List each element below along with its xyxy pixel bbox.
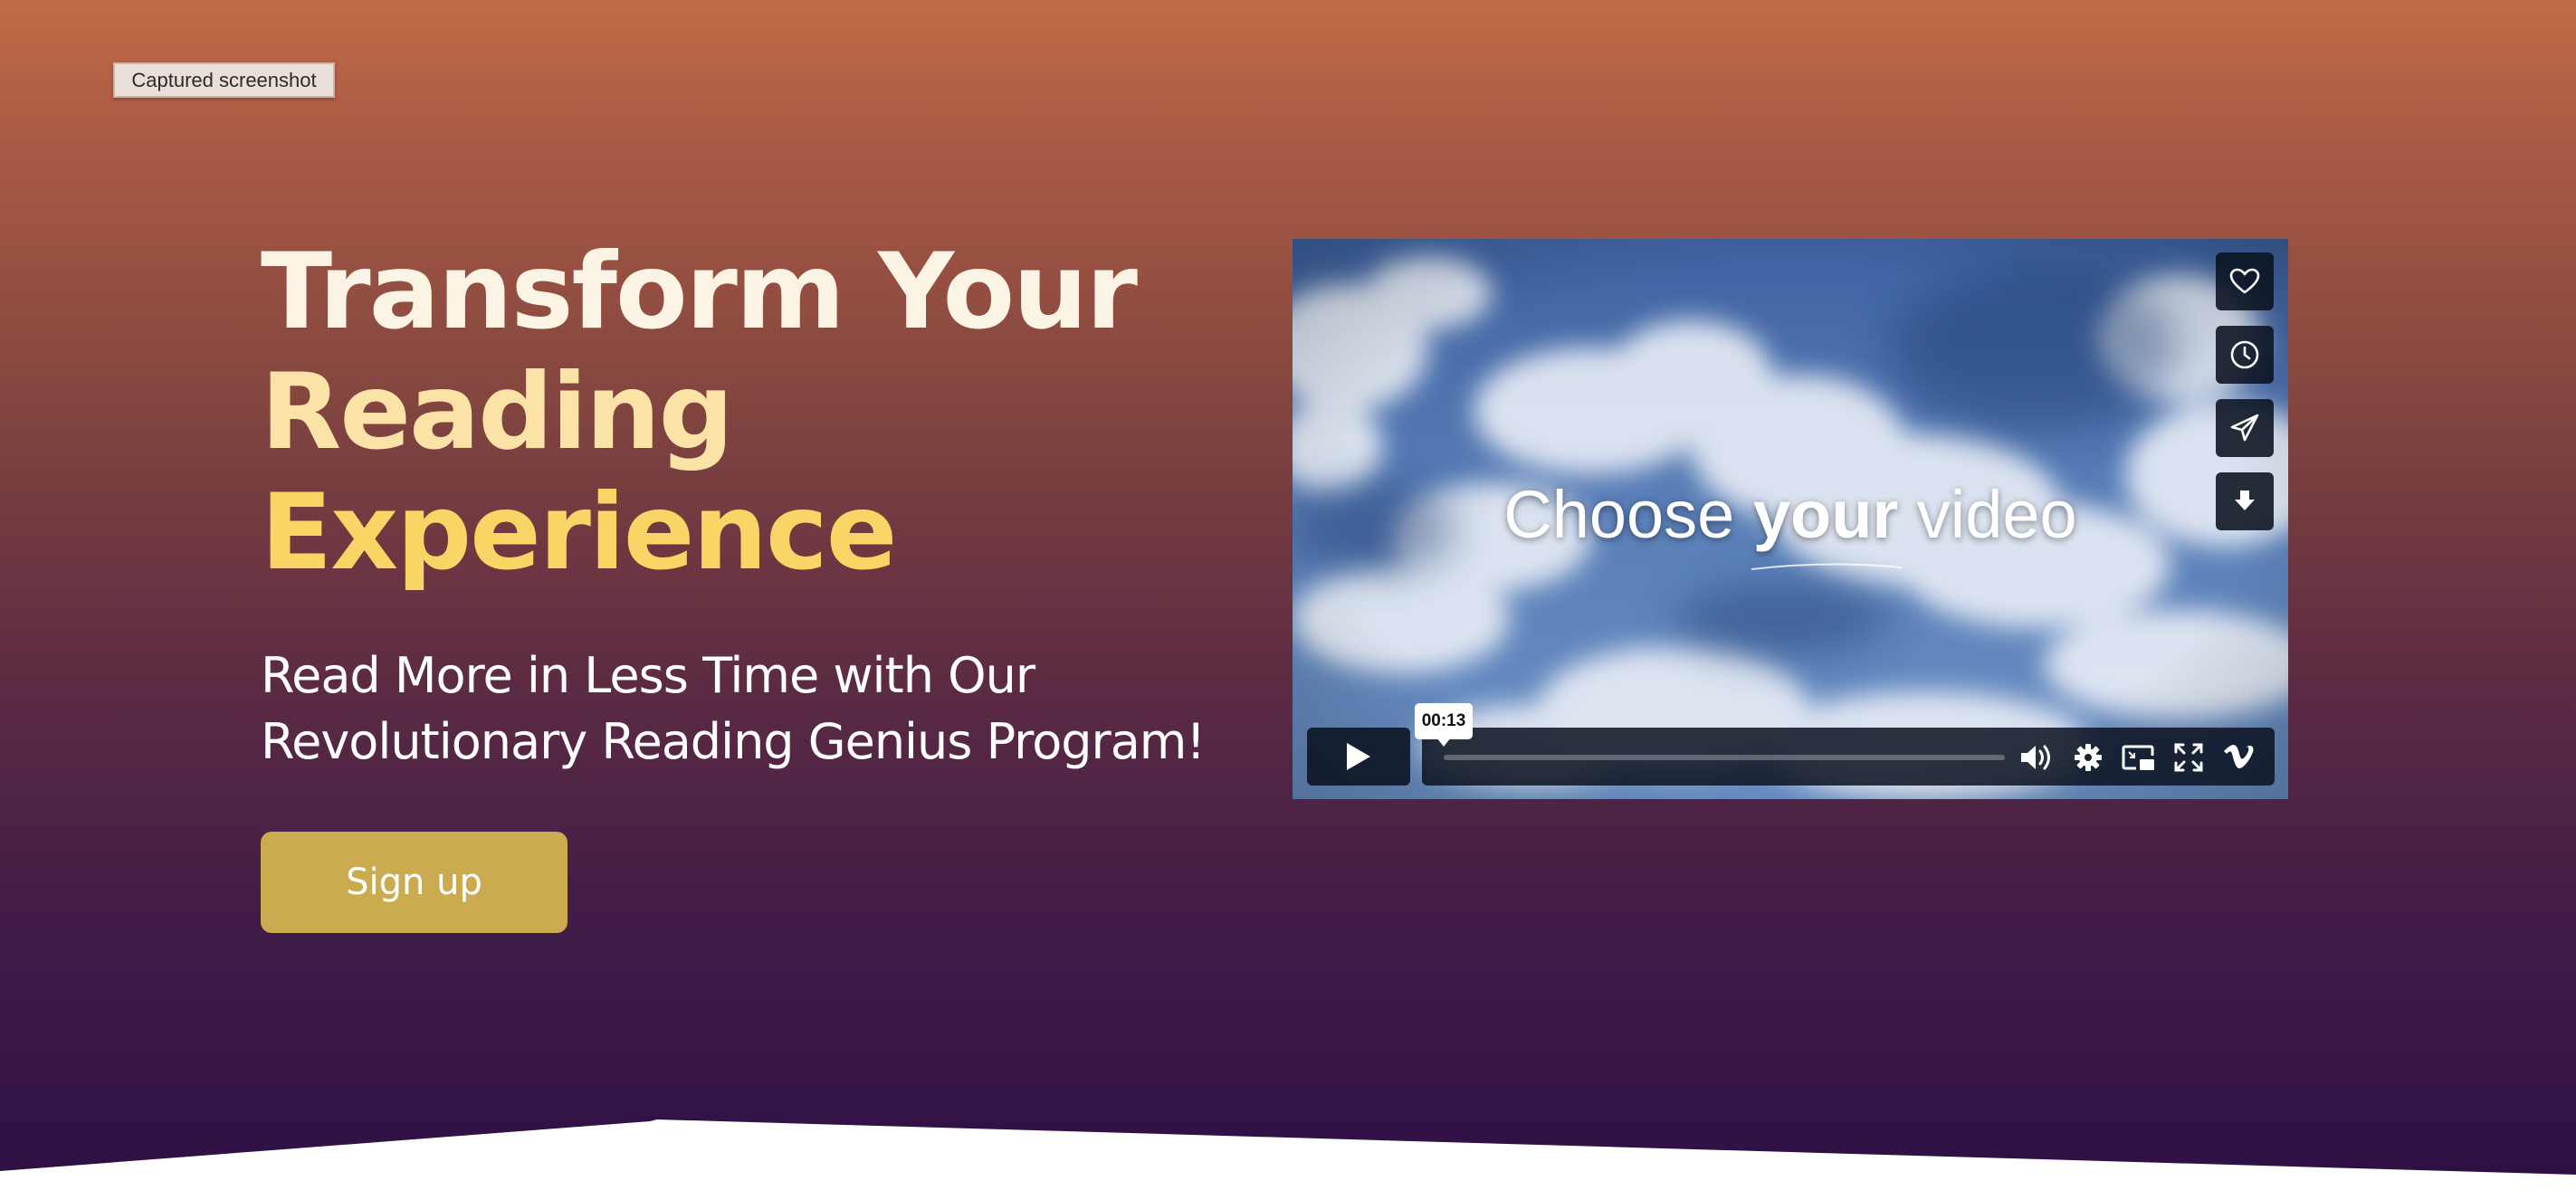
settings-button[interactable] [2071,740,2105,775]
download-button[interactable] [2216,472,2274,530]
watch-later-button[interactable] [2216,326,2274,384]
volume-button[interactable] [2019,740,2054,775]
paper-plane-icon [2229,413,2260,443]
video-title-prefix: Choose [1503,477,1753,552]
like-button[interactable] [2216,252,2274,310]
progress-bar[interactable] [1444,755,2005,760]
share-button[interactable] [2216,399,2274,457]
subtitle-line-2: Revolutionary Reading Genius Program! [261,713,1206,770]
heart-icon [2229,268,2260,295]
download-arrow-icon [2233,489,2256,514]
video-title-emphasis: your [1752,477,1899,552]
hero-headline [261,232,1136,593]
sign-up-button[interactable]: Sign up [261,832,568,933]
subtitle-line-1: Read More in Less Time with Our [261,647,1035,704]
title-underline-decoration [1750,562,1903,571]
video-overlay-title [1293,474,2288,556]
gear-icon [2073,742,2104,773]
fullscreen-icon [2173,742,2204,773]
headline-line-3: Experience [261,471,896,594]
video-title-suffix: video [1898,477,2077,552]
clock-icon [2229,339,2260,370]
picture-in-picture-button[interactable] [2122,740,2156,775]
play-icon [1345,741,1372,772]
headline-line-1: Transform Your [261,231,1136,353]
bottom-wave-divider [0,1109,2576,1200]
timestamp-tooltip: 00:13 [1415,703,1473,739]
video-control-bar [1422,728,2275,786]
headline-line-2: Reading [261,351,732,473]
volume-icon [2019,742,2054,773]
vimeo-link[interactable] [2222,740,2256,775]
hero-subtitle [261,643,1256,775]
fullscreen-button[interactable] [2171,740,2206,775]
captured-screenshot-badge: Captured screenshot [113,62,335,98]
vimeo-logo-icon [2222,743,2256,772]
picture-in-picture-icon [2122,743,2156,772]
play-button[interactable] [1307,728,1410,786]
